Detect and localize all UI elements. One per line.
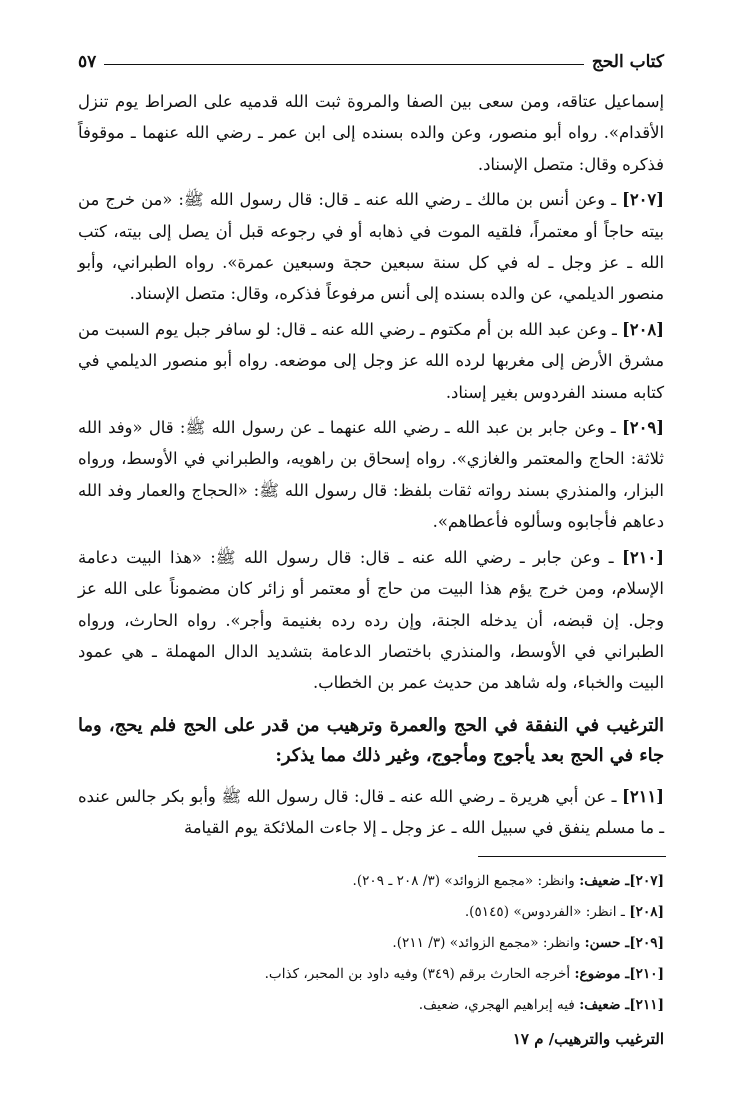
hadith-number: [٢٠٩] <box>622 418 664 438</box>
hadith-text: ـ عن أبي هريرة ـ رضي الله عنه ـ قال: قال رسول الله ﷺ وأبو بكر جالس عنده ـ ما مسلم ينفق في سبيل الله ـ عز وجل ـ إلا جاءت الملائكة يوم القيامة <box>78 786 664 838</box>
hadith-text: ـ وعن عبد الله بن أم مكتوم ـ رضي الله عنه ـ قال: لو سافر جبل يوم السبت من مشرق الأرض إلى مغربها لرده الله عز وجل إلى موضعه. رواه أبو منصور الديلمي في كتابه مسند الفردوس بغير إسناد. <box>78 319 664 402</box>
hadith-text: ـ وعن جابر ـ رضي الله عنه ـ قال: قال رسول الله ﷺ: «هذا البيت دعامة الإسلام، ومن خرج يؤم هذا البيت من حاج أو معتمر أو زائر كان مضموناً على الله عز وجل. إن قبضه، أن يدخله الجنة، وإن رده رده بغنيمة وأجر». رواه الحارث، ورواه الطبراني في الأوسط، والمنذري باختصار الدعامة بتشديد الدال المهملة ـ هي عمود البيت والخباء، وله شاهد من حديث عمر بن الخطاب. <box>78 547 664 693</box>
hadith-number: [٢١١] <box>622 786 664 806</box>
footnote-text: وانظر: «مجمع الزوائد» (٣/ ٢٠٨ ـ ٢٠٩). <box>352 873 580 889</box>
footnote-grade: ـ ضعيف: <box>579 997 630 1013</box>
footnote-number: [٢٠٧] <box>629 873 664 889</box>
footnote-grade: ـ ضعيف: <box>579 873 630 889</box>
footnote-divider <box>478 856 666 857</box>
footnote-number: [٢٠٨] <box>629 904 664 920</box>
footnote-number: [٢١٠] <box>629 966 664 982</box>
hadith-text: ـ وعن جابر بن عبد الله ـ رضي الله عنهما ـ عن رسول الله ﷺ: قال «وفد الله ثلاثة: الحاج والمعتمر والغازي». رواه إسحاق بن راهويه، والطبراني في الأوسط، ورواه البزار، والمنذري بسند رواته ثقات بلفظ: قال رسول الله ﷺ: «الحجاج والعمار وفد الله دعاهم فأجابوه وسألوه فأعطاهم». <box>78 418 664 532</box>
hadith-number: [٢٠٨] <box>622 319 664 339</box>
footnote-number: [٢٠٩] <box>629 935 664 951</box>
footnote-208 <box>78 897 664 928</box>
hadith-number: [٢١٠] <box>622 547 664 567</box>
footnote-text: فيه إبراهيم الهجري، ضعيف. <box>418 997 580 1013</box>
footnote-211 <box>78 990 664 1021</box>
hadith-text: ـ وعن أنس بن مالك ـ رضي الله عنه ـ قال: قال رسول الله ﷺ: «من خرج من بيته حاجاً أو معتمراً، فلقيه الموت في ذهابه أو في رجوعه قبل أن يصل إلى بيته، كتب الله ـ عز وجل ـ له في كل سنة سبعين حجة وسبعين عمرة». رواه الطبراني، وأبو منصور الديلمي، عن والده بسنده إلى أنس مرفوعاً فذكره، وقال: متصل الإسناد. <box>78 190 664 304</box>
footnote-text: وانظر: «مجمع الزوائد» (٣/ ٢١١). <box>392 935 585 951</box>
footnote-text: أخرجه الحارث برقم (٣٤٩) وفيه داود بن المحبر، كذاب. <box>264 966 575 982</box>
footnote-210 <box>78 959 664 990</box>
hadith-209 <box>78 412 664 538</box>
hadith-210 <box>78 542 664 699</box>
page-body <box>78 86 664 848</box>
footnote-209 <box>78 928 664 959</box>
paragraph-continued: إسماعيل عتاقه، ومن سعى بين الصفا والمروة ثبت الله قدميه على الصراط يوم تنزل الأقدام». رواه أبو منصور، وعن والده بسنده إلى ابن عمر ـ رضي الله عنهما ـ موقوفاً فذكره وقال: متصل الإسناد. <box>78 92 664 174</box>
footnote-207 <box>78 866 664 897</box>
footnote-number: [٢١١] <box>629 997 664 1013</box>
footnote-grade: ـ موضوع: <box>574 966 630 982</box>
footnote-text: ـ انظر: «الفردوس» (٥١٤٥). <box>464 904 630 920</box>
section-heading: الترغيب في النفقة في الحج والعمرة وترهيب من قدر على الحج فلم يحج، وما جاء في الحج بعد يأجوج ومأجوج، وغير ذلك مما يذكر: <box>78 714 664 766</box>
running-title: كتاب الحج <box>591 52 664 72</box>
hadith-207 <box>78 184 664 310</box>
hadith-number: [٢٠٧] <box>622 190 664 210</box>
page-number: ٥٧ <box>78 52 97 72</box>
page-header <box>78 44 664 72</box>
book-footer: الترغيب والترهيب/ م ١٧ <box>512 1030 664 1048</box>
footnote-grade: ـ حسن: <box>584 935 630 951</box>
hadith-211 <box>78 781 664 844</box>
hadith-208 <box>78 314 664 408</box>
header-rule <box>104 64 584 65</box>
footnotes <box>78 866 664 1021</box>
